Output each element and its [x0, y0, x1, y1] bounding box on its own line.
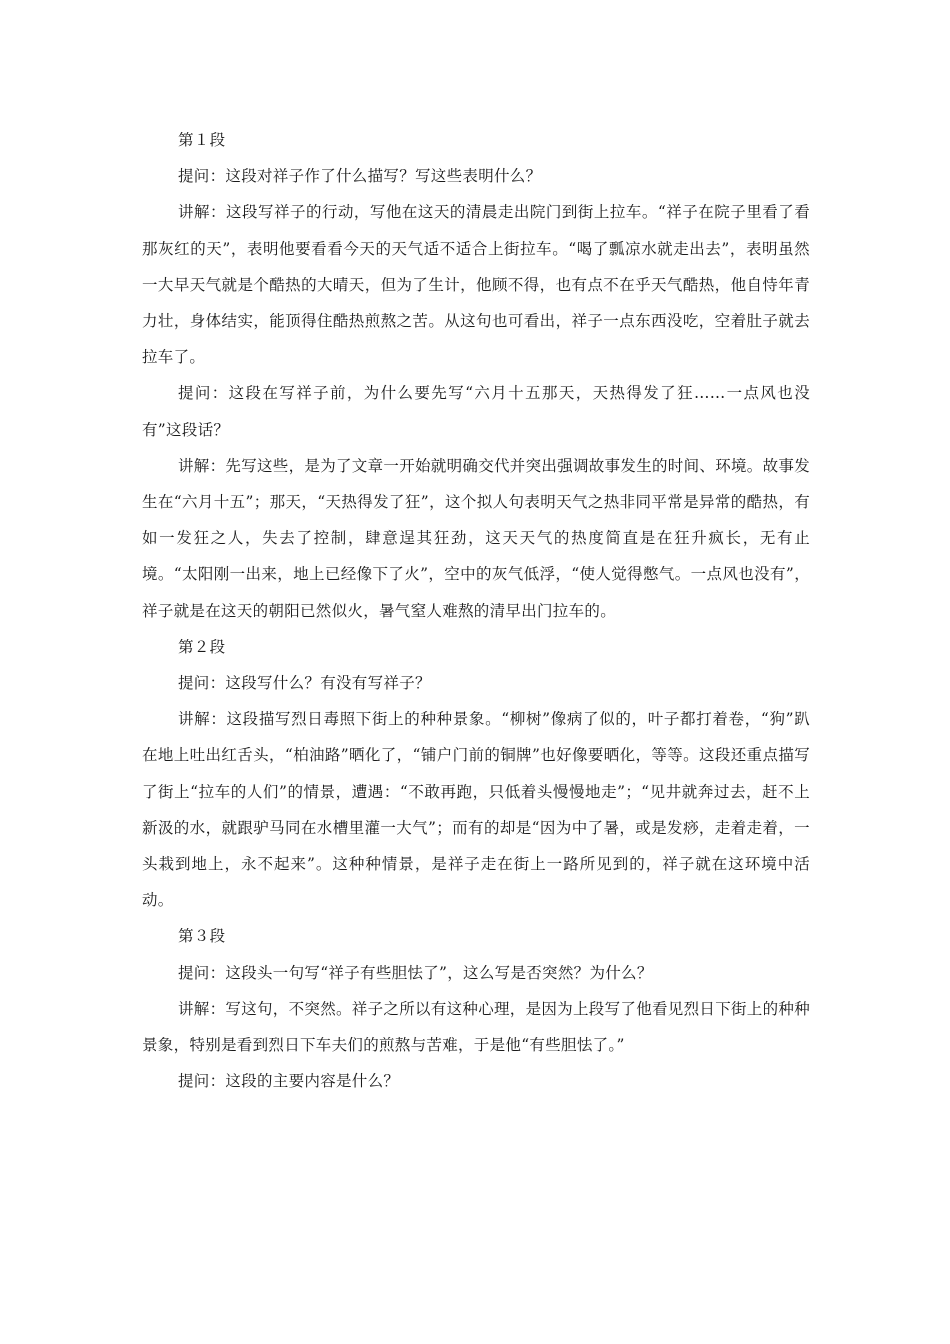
- section-heading-3: 第３段: [178, 927, 226, 946]
- question-paragraph: 提问：这段写什么？有没有写祥子？: [178, 674, 431, 693]
- explanation-paragraph: 讲解：这段写祥子的行动，写他在这天的清晨走出院门到街上拉车。“祥子在院子里看了看那灰红的天”，表明他要看看今天的天气适不适合上街拉车。“喝了瓢凉水就走出去”，表明虽然一大早天气就是个酷热的大晴天，但为了生计，他顾不得，也有点不在乎天气酷热，他自恃年青力壮，身体结实，能顶得住酷热煎熬之苦。从这句也可看出，祥子一点东西没吃，空着肚子就去拉车了。: [142, 203, 810, 367]
- document-page: [142, 122, 810, 1099]
- question-paragraph: 提问：这段在写祥子前，为什么要先写“六月十五那天，天热得发了狂……一点风也没有”这段话？: [142, 384, 810, 439]
- question-paragraph: 提问：这段对祥子作了什么描写？写这些表明什么？: [178, 167, 542, 186]
- section-heading-2: 第２段: [178, 637, 226, 656]
- explanation-paragraph: 讲解：这段描写烈日毒照下街上的种种景象。“柳树”像病了似的，叶子都打着卷，“狗”趴在地上吐出红舌头，“柏油路”晒化了，“铺户门前的铜牌”也好像要晒化，等等。这段还重点描写了街上“拉车的人们”的情景，遭遇：“不敢再跑，只低着头慢慢地走”；“见井就奔过去，赶不上新汲的水，就跟驴马同在水槽里灌一大气”；而有的却是“因为中了暑，或是发痧，走着走着，一头栽到地上，永不起来”。这种种情景，是祥子走在街上一路所见到的，祥子就在这环境中活动。: [142, 710, 810, 910]
- section-heading-1: 第１段: [178, 131, 226, 149]
- question-paragraph: 提问：这段的主要内容是什么？: [178, 1072, 400, 1091]
- question-paragraph: 提问：这段头一句写“祥子有些胆怯了”，这么写是否突然？为什么？: [178, 963, 653, 982]
- explanation-paragraph: 讲解：先写这些，是为了文章一开始就明确交代并突出强调故事发生的时间、环境。故事发生在“六月十五”；那天，“天热得发了狂”，这个拟人句表明天气之热非同平常是异常的酷热，有如一发狂之人，失去了控制，肆意逞其狂劲，这天天气的热度简直是在狂升疯长，无有止境。“太阳刚一出来，地上已经像下了火”，空中的灰气低浮，“使人觉得憋气。一点风也没有”，祥子就是在这天的朝阳已然似火，暑气窒人难熬的清早出门拉车的。: [142, 456, 811, 620]
- explanation-paragraph: 讲解：写这句，不突然。祥子之所以有这种心理，是因为上段写了他看见烈日下街上的种种景象，特别是看到烈日下车夫们的煎熬与苦难，于是他“有些胆怯了。”: [142, 999, 811, 1055]
